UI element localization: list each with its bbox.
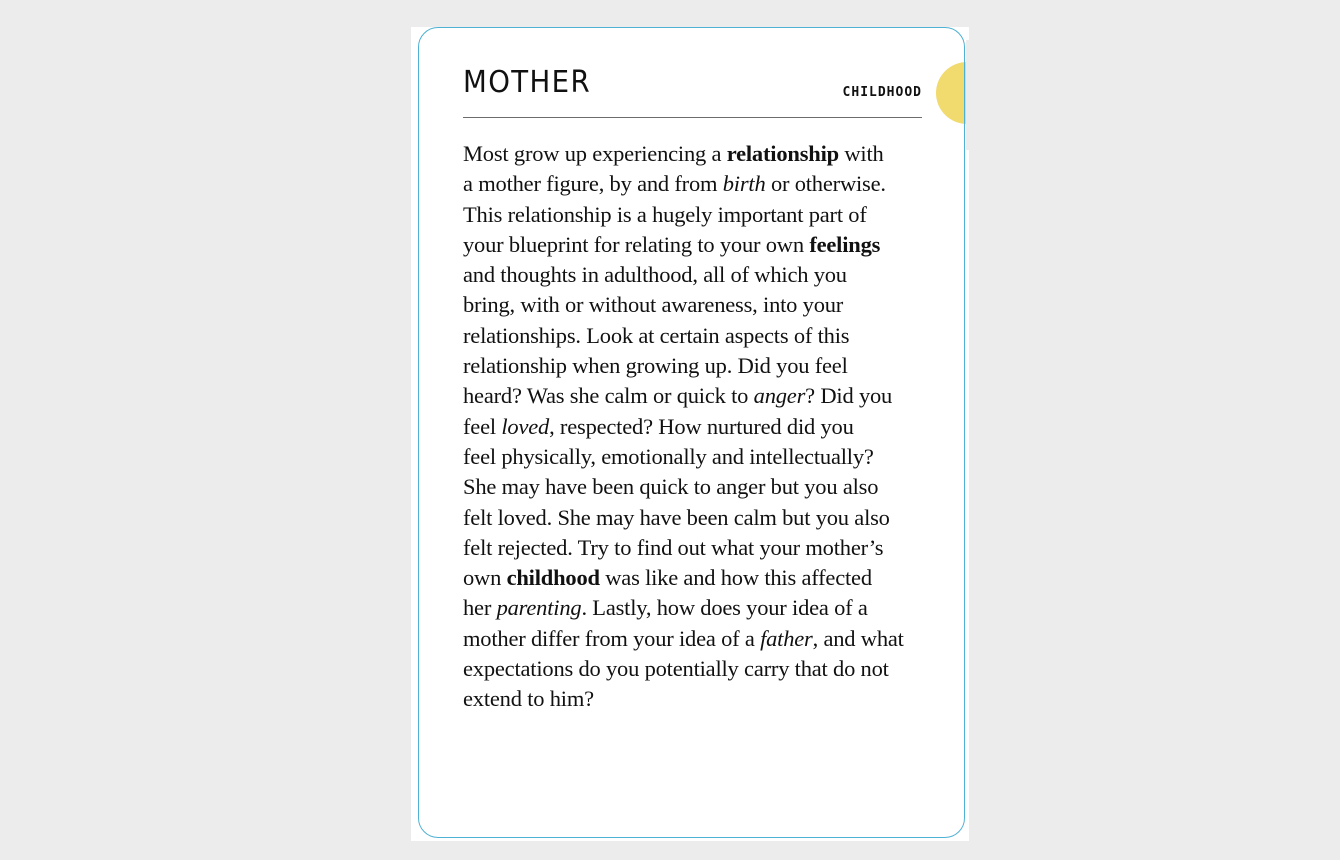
text-run: bring, with or without awareness, into your <box>463 292 844 318</box>
body-line <box>463 290 933 320</box>
text-run: felt loved. She may have been calm but you also <box>463 504 890 530</box>
text-run: She may have been quick to anger but you also <box>463 474 879 500</box>
body-line <box>463 260 933 290</box>
body-line <box>463 169 933 199</box>
text-run: and thoughts in adulthood, all of which you <box>463 262 847 288</box>
italic-term: loved <box>501 413 550 439</box>
card-body-text <box>463 139 933 715</box>
body-line <box>463 351 933 381</box>
italic-term: parenting <box>496 595 582 621</box>
text-run: own <box>463 565 507 591</box>
body-line <box>463 139 933 169</box>
text-run: ? Did you <box>805 383 893 409</box>
body-line <box>463 381 933 411</box>
body-line <box>463 200 933 230</box>
text-run: feel physically, emotionally and intellectually? <box>463 443 874 469</box>
body-line <box>463 442 933 472</box>
body-line <box>463 472 933 502</box>
text-run: . Lastly, how does your idea of a <box>581 595 868 621</box>
text-run: a mother figure, by and from <box>463 171 723 197</box>
italic-term: birth <box>722 171 766 197</box>
text-run: relationships. Look at certain aspects of this <box>463 322 850 348</box>
text-run: felt rejected. Try to find out what your mother’s <box>463 534 884 560</box>
bold-term: relationship <box>726 141 839 166</box>
text-run: with <box>838 141 884 166</box>
text-run: extend to him? <box>463 686 594 712</box>
text-run: your blueprint for relating to your own <box>463 231 810 257</box>
text-run: , respected? How nurtured did you <box>549 413 854 439</box>
body-line <box>463 321 933 351</box>
text-run: , and what <box>812 625 904 651</box>
bold-term: feelings <box>809 231 881 257</box>
category-label: CHILDHOOD <box>842 85 922 100</box>
text-run: This relationship is a hugely important part of <box>463 201 867 227</box>
title-divider <box>463 117 922 118</box>
body-line <box>463 230 933 260</box>
body-line <box>463 593 933 623</box>
body-line <box>463 654 933 684</box>
body-line <box>463 624 933 654</box>
text-run: her <box>463 595 497 621</box>
bold-term: childhood <box>506 565 600 591</box>
body-line <box>463 533 933 563</box>
text-run: mother differ from your idea of a <box>463 625 761 651</box>
body-line <box>463 412 933 442</box>
text-run: was like and how this affected <box>599 565 872 591</box>
body-line <box>463 563 933 593</box>
text-run: heard? Was she calm or quick to <box>463 383 754 409</box>
body-line <box>463 503 933 533</box>
text-run: feel <box>463 413 502 439</box>
tab-clip <box>966 40 1006 150</box>
text-run: relationship when growing up. Did you feel <box>463 353 848 379</box>
text-run: or otherwise. <box>765 171 886 197</box>
body-line <box>463 684 933 714</box>
italic-term: father <box>760 625 813 651</box>
text-run: expectations do you potentially carry that do not <box>463 656 889 682</box>
card-title: MOTHER <box>463 65 592 100</box>
text-run: Most grow up experiencing a <box>463 141 727 166</box>
italic-term: anger <box>753 383 806 409</box>
